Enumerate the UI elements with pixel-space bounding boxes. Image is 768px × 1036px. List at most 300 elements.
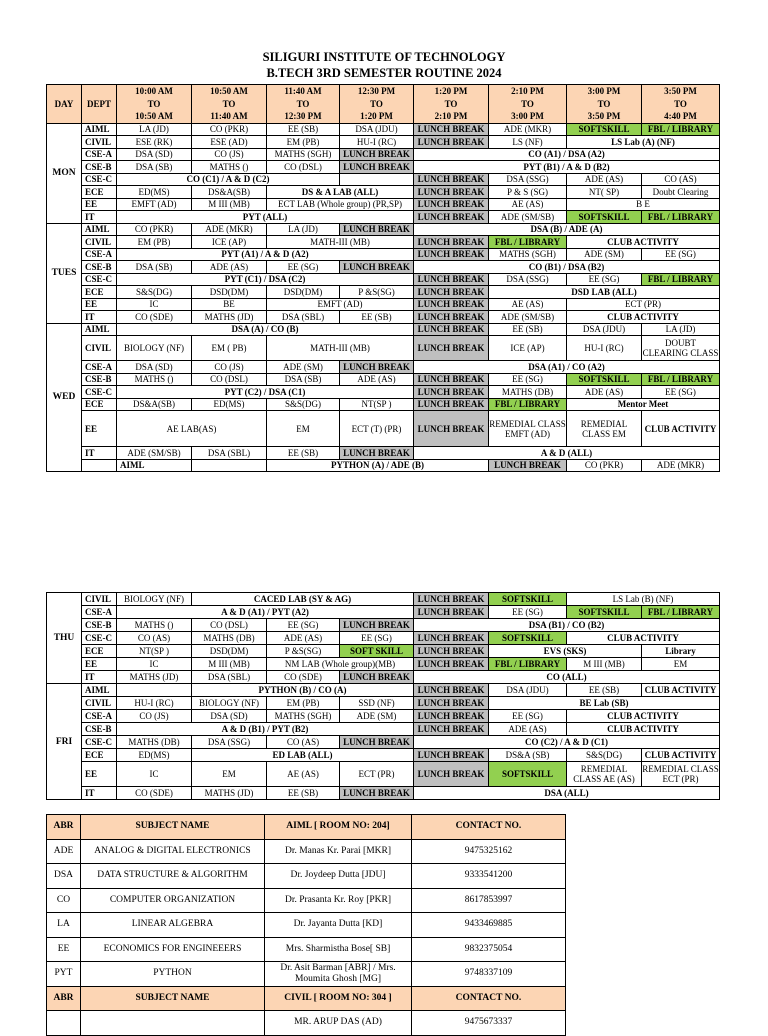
lunch-break-cell: LUNCH BREAK: [414, 198, 489, 211]
class-cell: CO (PKR): [117, 223, 192, 236]
class-cell: REMEDIAL CLASS ECT (PR): [642, 762, 720, 787]
lunch-break-cell: LUNCH BREAK: [340, 161, 414, 174]
highlight-cell: SOFTSKILL: [489, 762, 567, 787]
class-cell: ADE (SM/SB): [489, 311, 567, 324]
highlight-cell: FBL / LIBRARY: [489, 236, 567, 249]
day-cell: THU: [47, 593, 82, 684]
contact-cell: 9433469885: [412, 913, 566, 938]
class-cell: ADE (AS): [567, 173, 642, 186]
dept-cell: CSE-B: [82, 619, 117, 632]
dept-cell: AIML: [82, 323, 117, 336]
class-cell: ADE (SM/SB): [117, 447, 192, 460]
class-cell: EE (SG): [340, 632, 414, 645]
routine-row-ece: [47, 286, 720, 299]
dept-cell: ECE: [82, 398, 117, 411]
class-cell: DSA (SB): [117, 261, 192, 274]
routine-row-ee: [47, 658, 720, 671]
class-cell: EE (SG): [489, 373, 567, 386]
class-cell: DS&A(SB): [117, 398, 192, 411]
class-cell: MATHS (DB): [117, 736, 192, 749]
class-cell: IC: [117, 762, 192, 787]
subject-row: [47, 913, 566, 938]
lunch-break-cell: LUNCH BREAK: [414, 286, 489, 299]
class-cell: MATHS (DB): [192, 632, 267, 645]
subject-row: [47, 839, 566, 864]
routine-row-cse-b: [47, 261, 720, 274]
dept-header: DEPT: [82, 85, 117, 124]
class-cell: PYT (A1) / A & D (A2): [117, 248, 414, 261]
class-cell: MATHS (): [192, 161, 267, 174]
class-cell: DSA (ALL): [414, 787, 720, 800]
class-cell: EM (PB): [117, 236, 192, 249]
class-cell: NT( SP): [567, 186, 642, 199]
class-cell: BE: [192, 298, 267, 311]
time-slot-header: 11:40 AM TO 12:30 PM: [267, 85, 340, 124]
routine-row-aiml: [47, 684, 720, 697]
class-cell: CO (ALL): [414, 671, 720, 684]
contact-cell: CONTACT NO.: [412, 986, 566, 1011]
routine-row-it: [47, 787, 720, 800]
time-slot-header: 2:10 PM TO 3:00 PM: [489, 85, 567, 124]
class-cell: DS & A LAB (ALL): [267, 186, 414, 199]
class-cell: CLUB ACTIVITY: [567, 710, 720, 723]
abbr-cell: PYT: [47, 962, 81, 987]
dept-cell: AIML: [82, 684, 117, 697]
dept-cell: AIML: [117, 459, 192, 472]
class-cell: DSA (SSG): [192, 736, 267, 749]
class-cell: EE (SB): [267, 447, 340, 460]
dept-cell: ECE: [82, 645, 117, 658]
abbr-cell: ADE: [47, 839, 81, 864]
class-cell: EMFT (AD): [117, 198, 192, 211]
subject-name-cell: ECONOMICS FOR ENGINEEERS: [81, 937, 265, 962]
dept-cell: EE: [82, 198, 117, 211]
class-cell: ADE (SM/SB): [489, 211, 567, 224]
lunch-break-cell: LUNCH BREAK: [414, 762, 489, 787]
lunch-break-cell: LUNCH BREAK: [414, 606, 489, 619]
class-cell: M III (MB): [192, 658, 267, 671]
class-cell: LS (NF): [489, 136, 567, 149]
class-cell: SSD (NF): [340, 697, 414, 710]
highlight-cell: SOFTSKILL: [489, 632, 567, 645]
routine-row-cse-a: [47, 148, 720, 161]
subject-header-row: [47, 986, 566, 1011]
class-cell: ADE (SM): [567, 248, 642, 261]
class-cell: DSD(DM): [192, 286, 267, 299]
subject-header-row: [47, 815, 566, 840]
dept-cell: EE: [82, 762, 117, 787]
abbr-cell: DSA: [47, 864, 81, 889]
contact-cell: CONTACT NO.: [412, 815, 566, 840]
contact-cell: 9333541200: [412, 864, 566, 889]
class-cell: [117, 684, 192, 697]
class-cell: EM ( PB): [192, 336, 267, 361]
class-cell: CO (AS): [117, 632, 192, 645]
class-cell: DSA (SB): [117, 161, 192, 174]
class-cell: [340, 173, 414, 186]
routine-body-page2: [47, 593, 720, 800]
class-cell: ICE (AP): [192, 236, 267, 249]
class-cell: CO (B1) / DSA (B2): [414, 261, 720, 274]
routine-row-cse-b: [47, 723, 720, 736]
class-cell: NM LAB (Whole group)(MB): [267, 658, 414, 671]
class-cell: EE (SG): [267, 261, 340, 274]
lunch-break-cell: LUNCH BREAK: [414, 684, 489, 697]
class-cell: ADE (AS): [267, 632, 340, 645]
lunch-break-cell: LUNCH BREAK: [414, 373, 489, 386]
routine-row-civil: [47, 336, 720, 361]
class-cell: DSA (B1) / CO (B2): [414, 619, 720, 632]
faculty-cell: Dr. Joydeep Dutta [JDU]: [265, 864, 412, 889]
routine-title: B.TECH 3RD SEMESTER ROUTINE 2024: [266, 66, 502, 80]
highlight-cell: SOFTSKILL: [567, 606, 642, 619]
class-cell: EE (SB): [567, 684, 642, 697]
class-cell: REMEDIAL CLASS EMFT (AD): [489, 411, 567, 447]
day-header: DAY: [47, 85, 82, 124]
class-cell: CO (C2) / A & D (C1): [414, 736, 720, 749]
class-cell: HU-I (RC): [567, 336, 642, 361]
faculty-cell: Dr. Prasanta Kr. Roy [PKR]: [265, 888, 412, 913]
contact-cell: 9748337109: [412, 962, 566, 987]
subject-name-cell: COMPUTER ORGANIZATION: [81, 888, 265, 913]
class-cell: REMEDIAL CLASS EM: [567, 411, 642, 447]
class-cell: DSA (SD): [117, 148, 192, 161]
lunch-break-cell: LUNCH BREAK: [414, 386, 489, 399]
lunch-break-cell: LUNCH BREAK: [340, 361, 414, 374]
class-cell: HU-I (RC): [117, 697, 192, 710]
time-slot-header: 3:00 PM TO 3:50 PM: [567, 85, 642, 124]
lunch-break-cell: LUNCH BREAK: [414, 173, 489, 186]
faculty-cell: Dr. Jayanta Dutta [KD]: [265, 913, 412, 938]
routine-row-civil: [47, 697, 720, 710]
class-cell: DS&A(SB): [192, 186, 267, 199]
dept-cell: CIVIL: [82, 697, 117, 710]
class-cell: LS Lab (B) (NF): [567, 593, 720, 606]
class-cell: LA (JD): [267, 223, 340, 236]
routine-row-ece: [47, 398, 720, 411]
class-cell: EM: [642, 658, 720, 671]
class-cell: MATHS (DB): [489, 386, 567, 399]
routine-body-page1: [47, 123, 720, 472]
contact-cell: 9475673337: [412, 1011, 566, 1036]
class-cell: ECT LAB (Whole group) (PR,SP): [267, 198, 414, 211]
lunch-break-cell: LUNCH BREAK: [414, 658, 489, 671]
class-cell: DSA (A) / CO (B): [117, 323, 414, 336]
routine-row-it: [47, 211, 720, 224]
time-slot-header: 10:00 AM TO 10:50 AM: [117, 85, 192, 124]
class-cell: DSA (SSG): [489, 173, 567, 186]
class-cell: A & D (ALL): [414, 447, 720, 460]
faculty-cell: AIML [ ROOM NO: 204]: [265, 815, 412, 840]
subject-table-body: [47, 815, 566, 1036]
class-cell: CLUB ACTIVITY: [567, 632, 720, 645]
dept-cell: IT: [82, 311, 117, 324]
class-cell: REMEDIAL CLASS AE (AS): [567, 762, 642, 787]
time-slot-header: 3:50 PM TO 4:40 PM: [642, 85, 720, 124]
highlight-cell: FBL / LIBRARY: [642, 123, 720, 136]
faculty-cell: Dr. Manas Kr. Parai [MKR]: [265, 839, 412, 864]
class-cell: EE (SB): [267, 787, 340, 800]
class-cell: ADE (AS): [567, 386, 642, 399]
lunch-break-cell: LUNCH BREAK: [414, 273, 489, 286]
dept-cell: CSE-C: [82, 632, 117, 645]
routine-row-cse-a: [47, 710, 720, 723]
class-cell: PYTHON (A) / ADE (B): [267, 459, 489, 472]
time-slot-header: 1:20 PM TO 2:10 PM: [414, 85, 489, 124]
class-cell: ICE (AP): [489, 336, 567, 361]
lunch-break-cell: LUNCH BREAK: [340, 447, 414, 460]
class-cell: ED LAB (ALL): [192, 749, 414, 762]
routine-table-page2: [46, 592, 720, 800]
abbr-cell: CO: [47, 888, 81, 913]
class-cell: DSD(DM): [192, 645, 267, 658]
routine-row-cse-b: [47, 619, 720, 632]
class-cell: ADE (MKR): [642, 459, 720, 472]
lunch-break-cell: LUNCH BREAK: [414, 398, 489, 411]
highlight-cell: FBL / LIBRARY: [642, 211, 720, 224]
dept-cell: ECE: [82, 286, 117, 299]
day-cell: WED: [47, 323, 82, 472]
routine-row-cse-a: [47, 361, 720, 374]
class-cell: HU-I (RC): [340, 136, 414, 149]
class-cell: NT(SP ): [340, 398, 414, 411]
dept-cell: EE: [82, 298, 117, 311]
contact-cell: 8617853997: [412, 888, 566, 913]
class-cell: MATHS (SGH): [267, 710, 340, 723]
class-cell: S&S(DG): [567, 749, 642, 762]
day-cell: MON: [47, 123, 82, 223]
class-cell: EM (PB): [267, 697, 340, 710]
class-cell: MATHS (JD): [192, 311, 267, 324]
lunch-break-cell: LUNCH BREAK: [414, 593, 489, 606]
class-cell: CO (DSL): [192, 619, 267, 632]
class-cell: DSA (SD): [117, 361, 192, 374]
class-cell: CO (DSL): [267, 161, 340, 174]
routine-row-cse-c: [47, 736, 720, 749]
lunch-break-cell: LUNCH BREAK: [414, 211, 489, 224]
contact-cell: 9832375054: [412, 937, 566, 962]
class-cell: P &S(SG): [340, 286, 414, 299]
lunch-break-cell: LUNCH BREAK: [340, 223, 414, 236]
routine-row-civil: [47, 136, 720, 149]
class-cell: IC: [117, 298, 192, 311]
dept-cell: CSE-C: [82, 173, 117, 186]
lunch-break-cell: LUNCH BREAK: [414, 236, 489, 249]
faculty-cell: Dr. Asit Barman [ABR] / Mrs. Moumita Ghosh [MG]: [265, 962, 412, 987]
class-cell: ED(MS): [192, 398, 267, 411]
subject-row: [47, 1011, 566, 1036]
class-cell: ADE (AS): [489, 723, 567, 736]
class-cell: ESE (RK): [117, 136, 192, 149]
class-cell: PYT (ALL): [117, 211, 414, 224]
subject-name-cell: DATA STRUCTURE & ALGORITHM: [81, 864, 265, 889]
class-cell: LA (JD): [117, 123, 192, 136]
class-cell: CO (DSL): [192, 373, 267, 386]
class-cell: A & D (B1) / PYT (B2): [117, 723, 414, 736]
routine-row-ece: [47, 186, 720, 199]
dept-cell: CSE-A: [82, 361, 117, 374]
routine-row-ece: [47, 645, 720, 658]
lunch-break-cell: LUNCH BREAK: [414, 311, 489, 324]
lunch-break-cell: LUNCH BREAK: [414, 186, 489, 199]
class-cell: ADE (SM): [340, 710, 414, 723]
class-cell: PYT (C1) / DSA (C2): [117, 273, 414, 286]
routine-row-it: [47, 671, 720, 684]
dept-cell: CSE-C: [82, 736, 117, 749]
class-cell: MATHS (): [117, 619, 192, 632]
class-cell: CLUB ACTIVITY: [567, 723, 720, 736]
class-cell: IC: [117, 658, 192, 671]
class-cell: MATHS (): [117, 373, 192, 386]
routine-row-civil: [47, 593, 720, 606]
highlight-cell: FBL / LIBRARY: [642, 273, 720, 286]
time-slot-header: 10:50 AM TO 11:40 AM: [192, 85, 267, 124]
class-cell: EE (SG): [642, 248, 720, 261]
lunch-break-cell: LUNCH BREAK: [414, 323, 489, 336]
dept-cell: EE: [82, 658, 117, 671]
class-cell: CO (A1) / DSA (A2): [414, 148, 720, 161]
dept-cell: AIML: [82, 123, 117, 136]
class-cell: CO (AS): [642, 173, 720, 186]
dept-cell: CSE-A: [82, 710, 117, 723]
abbr-cell: ABR: [47, 986, 81, 1011]
class-cell: P &S(SG): [267, 645, 340, 658]
dept-cell: IT: [82, 211, 117, 224]
subject-row: [47, 937, 566, 962]
dept-cell: IT: [82, 787, 117, 800]
dept-cell: CSE-A: [82, 606, 117, 619]
routine-row-aiml: [47, 459, 720, 472]
lunch-break-cell: LUNCH BREAK: [340, 148, 414, 161]
class-cell: DSA (SD): [192, 710, 267, 723]
class-cell: CLUB ACTIVITY: [567, 311, 720, 324]
routine-row-cse-a: [47, 606, 720, 619]
dept-cell: CSE-B: [82, 161, 117, 174]
class-cell: CLUB ACTIVITY: [642, 749, 720, 762]
lunch-break-cell: LUNCH BREAK: [414, 710, 489, 723]
routine-row-ee: [47, 198, 720, 211]
routine-row-cse-b: [47, 373, 720, 386]
abbr-cell: ABR: [47, 815, 81, 840]
faculty-cell: Mrs. Sharmistha Bose[ SB]: [265, 937, 412, 962]
class-cell: Doubt Clearing: [642, 186, 720, 199]
faculty-cell: MR. ARUP DAS (AD): [265, 1011, 412, 1036]
class-cell: BIOLOGY (NF): [192, 697, 267, 710]
routine-row-aiml: [47, 123, 720, 136]
highlight-cell: FBL / LIBRARY: [489, 398, 567, 411]
class-cell: M III (MB): [567, 658, 642, 671]
faculty-cell: CIVIL [ ROOM NO: 304 ]: [265, 986, 412, 1011]
class-cell: DSA (SBL): [267, 311, 340, 324]
class-cell: ADE (AS): [340, 373, 414, 386]
dept-cell: IT: [82, 671, 117, 684]
dept-cell: CIVIL: [82, 336, 117, 361]
routine-table-page1: [46, 84, 720, 472]
class-cell: CO (PKR): [567, 459, 642, 472]
highlight-cell: SOFT SKILL: [340, 645, 414, 658]
dept-cell: CSE-A: [82, 248, 117, 261]
dept-cell: CSE-C: [82, 386, 117, 399]
abbr-cell: EE: [47, 937, 81, 962]
class-cell: CO (PKR): [192, 123, 267, 136]
class-cell: MATHS (SGH): [489, 248, 567, 261]
dept-cell: EE: [82, 411, 117, 447]
college-title: SILIGURI INSTITUTE OF TECHNOLOGY: [262, 50, 506, 64]
abbr-cell: [47, 1011, 81, 1036]
dept-cell: IT: [82, 447, 117, 460]
routine-row-cse-c: [47, 173, 720, 186]
class-cell: EVS (SKS): [489, 645, 642, 658]
class-cell: EE (SG): [489, 606, 567, 619]
class-cell: EE (SG): [267, 619, 340, 632]
class-cell: DSA (SBL): [192, 447, 267, 460]
subject-name-cell: PYTHON: [81, 962, 265, 987]
class-cell: EM (PB): [267, 136, 340, 149]
day-cell: FRI: [47, 684, 82, 800]
dept-cell: CIVIL: [82, 136, 117, 149]
highlight-cell: FBL / LIBRARY: [642, 373, 720, 386]
highlight-cell: FBL / LIBRARY: [489, 658, 567, 671]
subject-name-cell: SUBJECT NAME: [81, 986, 265, 1011]
dept-cell: CSE-C: [82, 273, 117, 286]
subject-name-cell: SUBJECT NAME: [81, 815, 265, 840]
dept-cell: CIVIL: [82, 593, 117, 606]
lunch-break-cell: LUNCH BREAK: [414, 645, 489, 658]
lunch-break-cell: LUNCH BREAK: [340, 787, 414, 800]
highlight-cell: FBL / LIBRARY: [642, 606, 720, 619]
class-cell: EM: [192, 762, 267, 787]
class-cell: EMFT (AD): [267, 298, 414, 311]
routine-row-aiml: [47, 323, 720, 336]
class-cell: B E: [567, 198, 720, 211]
lunch-break-cell: LUNCH BREAK: [414, 123, 489, 136]
class-cell: ECT (T) (PR): [340, 411, 414, 447]
class-cell: CO (AS): [267, 736, 340, 749]
class-cell: DSA (B) / ADE (A): [414, 223, 720, 236]
subject-name-cell: [81, 1011, 265, 1036]
class-cell: AE (AS): [267, 762, 340, 787]
class-cell: BIOLOGY (NF): [117, 593, 192, 606]
class-cell: BIOLOGY (NF): [117, 336, 192, 361]
class-cell: ECT (PR): [567, 298, 720, 311]
class-cell: ADE (MKR): [192, 223, 267, 236]
class-cell: CO (C1) / A & D (C2): [117, 173, 340, 186]
class-cell: EE (SB): [267, 123, 340, 136]
lunch-break-cell: LUNCH BREAK: [340, 736, 414, 749]
class-cell: DSA (A1) / CO (A2): [414, 361, 720, 374]
class-cell: MATH-III (MB): [267, 336, 414, 361]
class-cell: CLUB ACTIVITY: [642, 411, 720, 447]
lunch-break-cell: LUNCH BREAK: [489, 459, 567, 472]
class-cell: M III (MB): [192, 198, 267, 211]
lunch-break-cell: LUNCH BREAK: [340, 261, 414, 274]
dept-cell: CSE-A: [82, 148, 117, 161]
class-cell: EE (SG): [489, 710, 567, 723]
class-cell: CO (SDE): [267, 671, 340, 684]
routine-row-ee: [47, 411, 720, 447]
class-cell: MATH-III (MB): [267, 236, 414, 249]
class-cell: EE (SB): [340, 311, 414, 324]
class-cell: EM: [267, 411, 340, 447]
class-cell: EE (SB): [489, 323, 567, 336]
class-cell: DSD LAB (ALL): [489, 286, 720, 299]
highlight-cell: SOFTSKILL: [567, 123, 642, 136]
subject-row: [47, 962, 566, 987]
class-cell: NT(SP ): [117, 645, 192, 658]
class-cell: CLUB ACTIVITY: [642, 684, 720, 697]
class-cell: DSA (SBL): [192, 671, 267, 684]
lunch-break-cell: LUNCH BREAK: [414, 749, 489, 762]
